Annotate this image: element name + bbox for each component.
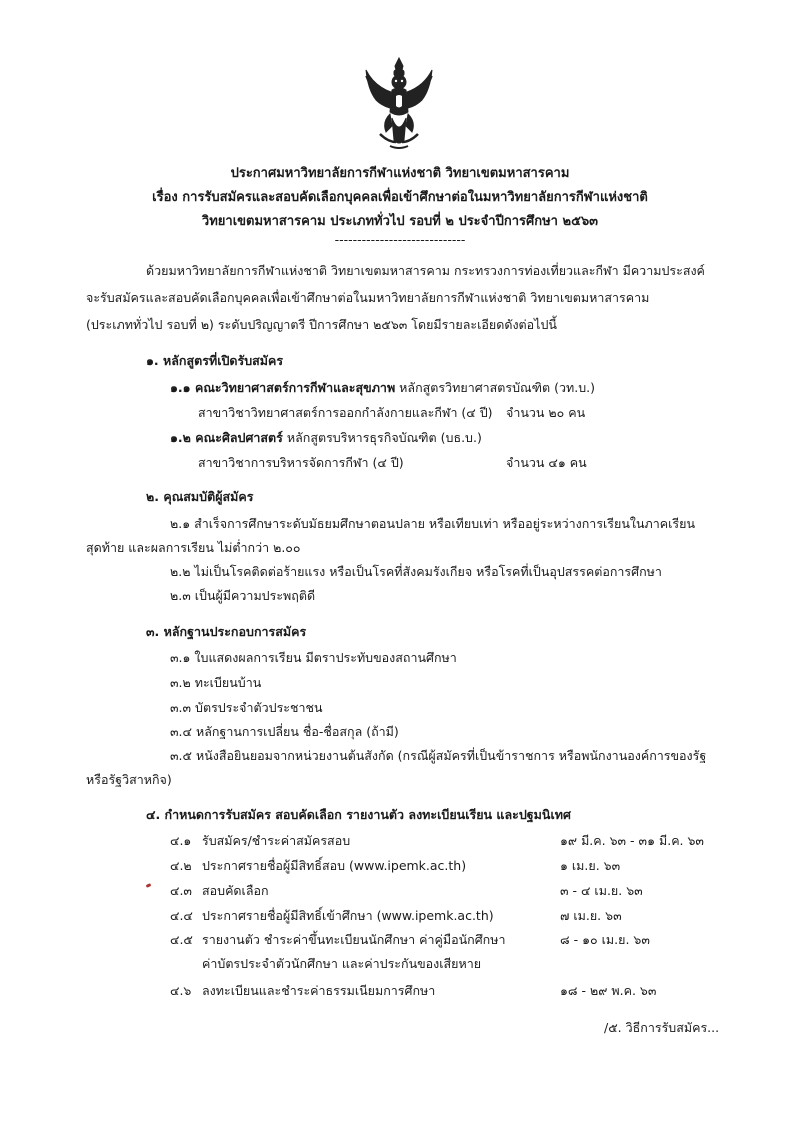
schedule-date: ๑๙ มี.ค. ๖๓ - ๓๑ มี.ค. ๖๓ [560, 833, 704, 848]
schedule-num: ๔.๖ [170, 983, 192, 998]
document-item-1: ๓.๑ ใบแสดงผลการเรียน มีตราประทับของสถานศึกษา [170, 650, 457, 665]
faculty-2-name: ๑.๒ คณะศิลปศาสตร์ [170, 430, 283, 445]
schedule-text: สอบคัดเลือก [202, 883, 269, 898]
schedule-text: ประกาศรายชื่อผู้มีสิทธิ์สอบ (www.ipemk.ac.th) [202, 858, 467, 873]
document-item-5-cont: หรือรัฐวิสาหกิจ) [86, 772, 172, 787]
schedule-num: ๔.๒ [170, 858, 192, 873]
schedule-text: ลงทะเบียนและชำระค่าธรรมเนียมการศึกษา [202, 983, 436, 998]
document-item-3: ๓.๓ บัตรประจำตัวประชาชน [170, 700, 323, 715]
announcement-title: ประกาศมหาวิทยาลัยการกีฬาแห่งชาติ วิทยาเขตมหาสารคาม [230, 166, 570, 181]
faculty-1-major: สาขาวิชาวิทยาศาสตร์การออกกำลังกายและกีฬา (๔ ปี) [198, 405, 493, 420]
document-item-5: ๓.๕ หนังสือยินยอมจากหน่วยงานต้นสังกัด (กรณีผู้สมัครที่เป็นข้าราชการ หรือพนักงานองค์การของรัฐ [170, 748, 707, 763]
faculty-2-line [170, 430, 482, 446]
faculty-1-line [170, 380, 595, 396]
schedule-text: รายงานตัว ชำระค่าขึ้นทะเบียนนักศึกษา ค่าคู่มือนักศึกษา [202, 932, 506, 947]
section-4-heading: ๔. กำหนดการรับสมัคร สอบคัดเลือก รายงานตัว ลงทะเบียนเรียน และปฐมนิเทศ [146, 807, 571, 822]
faculty-1-program: หลักสูตรวิทยาศาสตรบัณฑิต (วท.บ.) [395, 380, 596, 395]
faculty-1-name: ๑.๑ คณะวิทยาศาสตร์การกีฬาและสุขภาพ [170, 380, 396, 395]
schedule-num: ๔.๕ [170, 932, 193, 947]
section-1-heading: ๑. หลักสูตรที่เปิดรับสมัคร [146, 353, 284, 368]
continued-note: /๕. วิธีการรับสมัคร... [604, 1020, 720, 1035]
schedule-date: ๗ เม.ย. ๖๓ [560, 908, 622, 923]
schedule-date: ๘ - ๑๐ เม.ย. ๖๓ [560, 932, 650, 947]
section-2-heading: ๒. คุณสมบัติผู้สมัคร [146, 489, 254, 504]
intro-line-1: ด้วยมหาวิทยาลัยการกีฬาแห่งชาติ วิทยาเขตมหาสารคาม กระทรวงการท่องเที่ยวและกีฬา มีความประสงค์ [146, 263, 705, 278]
faculty-2-program: หลักสูตรบริหารธุรกิจบัณฑิต (บธ.บ.) [282, 430, 482, 445]
faculty-2-count: จำนวน ๔๑ คน [506, 455, 587, 470]
announcement-subject: เรื่อง การรับสมัครและสอบคัดเลือกบุคคลเพื่อเข้าศึกษาต่อในมหาวิทยาลัยการกีฬาแห่งชาติ [152, 190, 648, 205]
faculty-1-count: จำนวน ๒๐ คน [506, 405, 586, 420]
document-item-2: ๓.๒ ทะเบียนบ้าน [170, 675, 262, 690]
faculty-2-major: สาขาวิชาการบริหารจัดการกีฬา (๔ ปี) [198, 455, 404, 470]
document-item-4: ๓.๔ หลักฐานการเปลี่ยน ชื่อ-ชื่อสกุล (ถ้ามี) [170, 724, 399, 739]
announcement-subject-cont: วิทยาเขตมหาสารคาม ประเภททั่วไป รอบที่ ๒ ประจำปีการศึกษา ๒๕๖๓ [201, 214, 599, 229]
schedule-text-cont: ค่าบัตรประจำตัวนักศึกษา และค่าประกันของเสียหาย [202, 956, 482, 971]
section-3-heading: ๓. หลักฐานประกอบการสมัคร [146, 624, 307, 639]
schedule-num: ๔.๔ [170, 908, 193, 923]
intro-line-2: จะรับสมัครและสอบคัดเลือกบุคคลเพื่อเข้าศึกษาต่อในมหาวิทยาลัยการกีฬาแห่งชาติ วิทยาเขตมหาสารคาม [86, 290, 650, 305]
stray-ink-mark [146, 883, 152, 888]
schedule-date: ๑ เม.ย. ๖๓ [560, 858, 621, 873]
header-divider: ----------------------------- [334, 232, 466, 247]
schedule-date: ๓ - ๔ เม.ย. ๖๓ [560, 883, 643, 898]
schedule-text: ประกาศรายชื่อผู้มีสิทธิ์เข้าศึกษา (www.ipemk.ac.th) [202, 908, 494, 923]
qualification-3: ๒.๓ เป็นผู้มีความประพฤติดี [170, 588, 316, 603]
garuda-emblem [360, 56, 438, 152]
schedule-num: ๔.๑ [170, 833, 192, 848]
qualification-1-cont: สุดท้าย และผลการเรียน ไม่ต่ำกว่า ๒.๐๐ [86, 540, 301, 555]
intro-line-3: (ประเภททั่วไป รอบที่ ๒) ระดับปริญญาตรี ปีการศึกษา ๒๕๖๓ โดยมีรายละเอียดดังต่อไปนี้ [86, 317, 557, 332]
qualification-1: ๒.๑ สำเร็จการศึกษาระดับมัธยมศึกษาตอนปลาย หรือเทียบเท่า หรืออยู่ระหว่างการเรียนในภาคเรียน [170, 516, 696, 531]
qualification-2: ๒.๒ ไม่เป็นโรคติดต่อร้ายแรง หรือเป็นโรคที่สังคมรังเกียจ หรือโรคที่เป็นอุปสรรคต่อการศึกษา [170, 564, 662, 579]
schedule-text: รับสมัคร/ชำระค่าสมัครสอบ [202, 833, 351, 848]
schedule-num: ๔.๓ [170, 883, 192, 898]
schedule-date: ๑๘ - ๒๙ พ.ค. ๖๓ [560, 983, 657, 998]
